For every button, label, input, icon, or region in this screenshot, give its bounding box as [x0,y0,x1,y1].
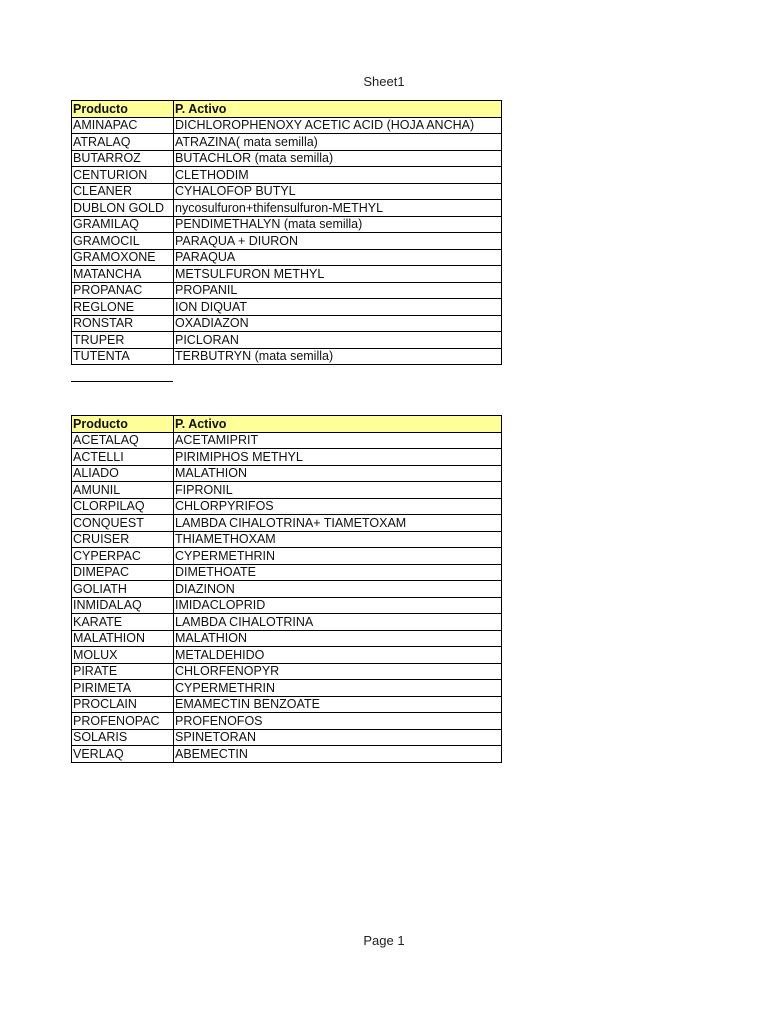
table-row [72,117,502,134]
cell-p-activo: PROFENOFOS [174,713,502,730]
column-header-producto: Producto [72,101,174,118]
cell-p-activo: SPINETORAN [174,729,502,746]
cell-producto: MALATHION [72,630,174,647]
table-row [72,332,502,349]
table-row [72,729,502,746]
cell-p-activo: CLETHODIM [174,167,502,184]
table-row [72,266,502,283]
sheet-title: Sheet1 [363,74,405,89]
table-header-row [72,101,502,118]
cell-p-activo: PARAQUA [174,249,502,266]
table-row [72,581,502,598]
cell-p-activo: PROPANIL [174,282,502,299]
cell-p-activo: DICHLOROPHENOXY ACETIC ACID (HOJA ANCHA) [174,117,502,134]
table-row [72,299,502,316]
table-row [72,150,502,167]
table-row [72,216,502,233]
table-row [72,531,502,548]
column-header-p-activo: P. Activo [174,101,502,118]
table-row [72,249,502,266]
cell-producto: ALIADO [72,465,174,482]
cell-producto: PIRIMETA [72,680,174,697]
cell-producto: TUTENTA [72,348,174,365]
cell-producto: AMUNIL [72,482,174,499]
table-row [72,167,502,184]
cell-p-activo: LAMBDA CIHALOTRINA+ TIAMETOXAM [174,515,502,532]
cell-p-activo: BUTACHLOR (mata semilla) [174,150,502,167]
cell-p-activo: CHLORPYRIFOS [174,498,502,515]
cell-producto: CENTURION [72,167,174,184]
cell-p-activo: PARAQUA + DIURON [174,233,502,250]
cell-producto: PROCLAIN [72,696,174,713]
separator-line [71,381,173,382]
cell-producto: ACTELLI [72,449,174,466]
cell-producto: DIMEPAC [72,564,174,581]
cell-p-activo: TERBUTRYN (mata semilla) [174,348,502,365]
cell-producto: CLEANER [72,183,174,200]
cell-producto: CLORPILAQ [72,498,174,515]
cell-producto: DUBLON GOLD [72,200,174,217]
table-row [72,647,502,664]
cell-producto: TRUPER [72,332,174,349]
table-row [72,663,502,680]
cell-producto: ATRALAQ [72,134,174,151]
insecticide-table [71,415,502,763]
page-footer: Page 1 [363,933,405,948]
table-header-row [72,416,502,433]
cell-p-activo: THIAMETHOXAM [174,531,502,548]
table-row [72,183,502,200]
cell-p-activo: METALDEHIDO [174,647,502,664]
cell-producto: VERLAQ [72,746,174,763]
cell-p-activo: CYPERMETHRIN [174,680,502,697]
herbicide-table [71,100,502,365]
herbicide-table-body [72,117,502,365]
table-row [72,482,502,499]
table-row [72,597,502,614]
cell-p-activo: EMAMECTIN BENZOATE [174,696,502,713]
cell-producto: CONQUEST [72,515,174,532]
cell-p-activo: ABEMECTIN [174,746,502,763]
cell-producto: CYPERPAC [72,548,174,565]
table-row [72,515,502,532]
cell-producto: ACETALAQ [72,432,174,449]
table-row [72,449,502,466]
cell-p-activo: ACETAMIPRIT [174,432,502,449]
table-row [72,680,502,697]
cell-p-activo: DIMETHOATE [174,564,502,581]
cell-p-activo: LAMBDA CIHALOTRINA [174,614,502,631]
cell-producto: GRAMOCIL [72,233,174,250]
cell-producto: GRAMILAQ [72,216,174,233]
cell-p-activo: DIAZINON [174,581,502,598]
table-row [72,465,502,482]
cell-producto: RONSTAR [72,315,174,332]
table-row [72,134,502,151]
table-row [72,233,502,250]
cell-producto: GRAMOXONE [72,249,174,266]
table-row [72,200,502,217]
table-row [72,432,502,449]
cell-p-activo: PIRIMIPHOS METHYL [174,449,502,466]
table-row [72,282,502,299]
cell-producto: BUTARROZ [72,150,174,167]
table-row [72,696,502,713]
cell-p-activo: ION DIQUAT [174,299,502,316]
cell-p-activo: CYHALOFOP BUTYL [174,183,502,200]
column-header-p-activo: P. Activo [174,416,502,433]
cell-p-activo: PENDIMETHALYN (mata semilla) [174,216,502,233]
cell-producto: AMINAPAC [72,117,174,134]
table-row [72,630,502,647]
cell-p-activo: METSULFURON METHYL [174,266,502,283]
cell-producto: INMIDALAQ [72,597,174,614]
cell-producto: SOLARIS [72,729,174,746]
cell-producto: KARATE [72,614,174,631]
insecticide-table-body [72,432,502,762]
table-row [72,713,502,730]
cell-p-activo: MALATHION [174,465,502,482]
cell-producto: MOLUX [72,647,174,664]
cell-producto: PIRATE [72,663,174,680]
table-row [72,614,502,631]
table-row [72,315,502,332]
cell-producto: PROPANAC [72,282,174,299]
cell-p-activo: CYPERMETHRIN [174,548,502,565]
cell-p-activo: FIPRONIL [174,482,502,499]
cell-producto: REGLONE [72,299,174,316]
cell-p-activo: CHLORFENOPYR [174,663,502,680]
table-row [72,498,502,515]
cell-p-activo: nycosulfuron+thifensulfuron-METHYL [174,200,502,217]
table-row [72,564,502,581]
cell-producto: GOLIATH [72,581,174,598]
cell-p-activo: IMIDACLOPRID [174,597,502,614]
cell-producto: PROFENOPAC [72,713,174,730]
table-row [72,348,502,365]
table-row [72,548,502,565]
cell-producto: CRUISER [72,531,174,548]
column-header-producto: Producto [72,416,174,433]
cell-p-activo: OXADIAZON [174,315,502,332]
cell-producto: MATANCHA [72,266,174,283]
cell-p-activo: MALATHION [174,630,502,647]
cell-p-activo: PICLORAN [174,332,502,349]
table-row [72,746,502,763]
cell-p-activo: ATRAZINA( mata semilla) [174,134,502,151]
